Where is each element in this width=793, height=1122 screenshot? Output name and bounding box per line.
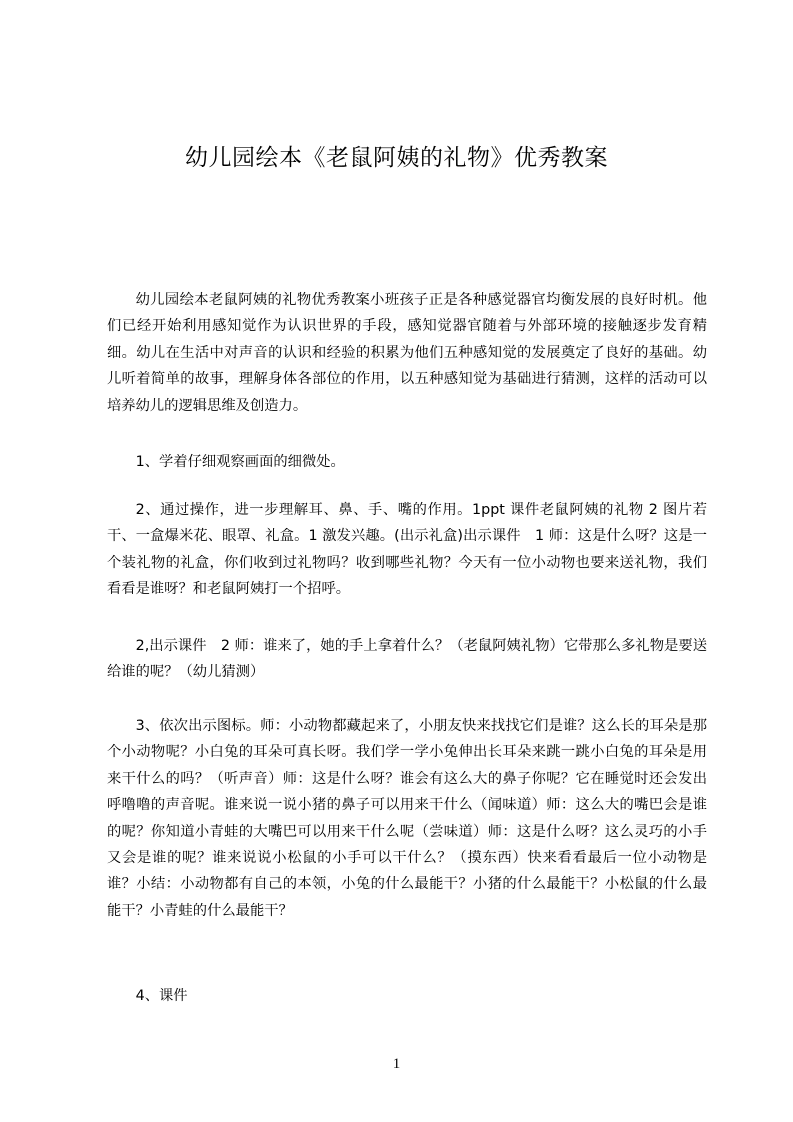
paragraph-text: 4、课件 [135,988,188,1004]
document-title: 幼儿园绘本《老鼠阿姨的礼物》优秀教案 [185,145,608,171]
paragraph-text: 3、依次出示图标。师：小动物都藏起来了，小朋友快来找找它们是谁？这么长的耳朵是那个小动物呢？小白兔的耳朵可真长呀。我们学一学小兔伸出长耳朵来跳一跳小白兔的耳朵是用来干什么的吗？（听声音）师：这是什么呀？谁会有这么大的鼻子你呢？它在睡觉时还会发出呼噜噜的声音呢。谁来说一说小猪的鼻子可以用来干什么（闻味道）师：这么大的嘴巴会是谁的呢？你知道小青蛙的大嘴巴可以用来干什么呢（尝味道）师：这是什么呀？这么灵巧的小手又会是谁的呢？谁来说说小松鼠的小手可以干什么？（摸东西）快来看看最后一位小动物是谁？小结：小动物都有自己的本领，小兔的什么最能干？小猪的什么最能干？小松鼠的什么最能干？小青蛙的什么最能干？ [107,718,707,919]
paragraph-goal-2 [107,497,707,603]
paragraph-text: 幼儿园绘本老鼠阿姨的礼物优秀教案小班孩子正是各种感觉器官均衡发展的良好时机。他们已经开始利用感知觉作为认识世界的手段，感知觉器官随着与外部环境的接触逐步发育精细。幼儿在生活中对声音的认识和经验的积累为他们五种感知觉的发展奠定了良好的基础。幼儿听着简单的故事，理解身体各部位的作用，以五种感知觉为基础进行猜测，这样的活动可以培养幼儿的逻辑思维及创造力。 [107,292,707,414]
paragraph-text: 2、通过操作，进一步理解耳、鼻、手、嘴的作用。1ppt 课件老鼠阿姨的礼物 2 图片若干、一盒爆米花、眼罩、礼盒。1 激发兴趣。(出示礼盒)出示课件 1 师：这是什么呀？这是一个装礼物的礼盒，你们收到过礼物吗？收到哪些礼物？今天有一位小动物也要来送礼物，我们看看是谁呀？和老鼠阿姨打一个招呼。 [107,502,707,598]
paragraph-intro [107,287,707,419]
paragraph-step-2 [107,633,707,686]
page-number: 1 [392,1056,401,1072]
paragraph-step-3 [107,713,707,924]
paragraph-step-4 [107,983,707,1009]
paragraph-text: 2,出示课件 2 师：谁来了，她的手上拿着什么？（老鼠阿姨礼物）它带那么多礼物是要送给谁的呢？（幼儿猜测） [107,638,707,681]
paragraph-text: 1、学着仔细观察画面的细微处。 [135,454,345,470]
paragraph-goal-1 [107,449,707,475]
